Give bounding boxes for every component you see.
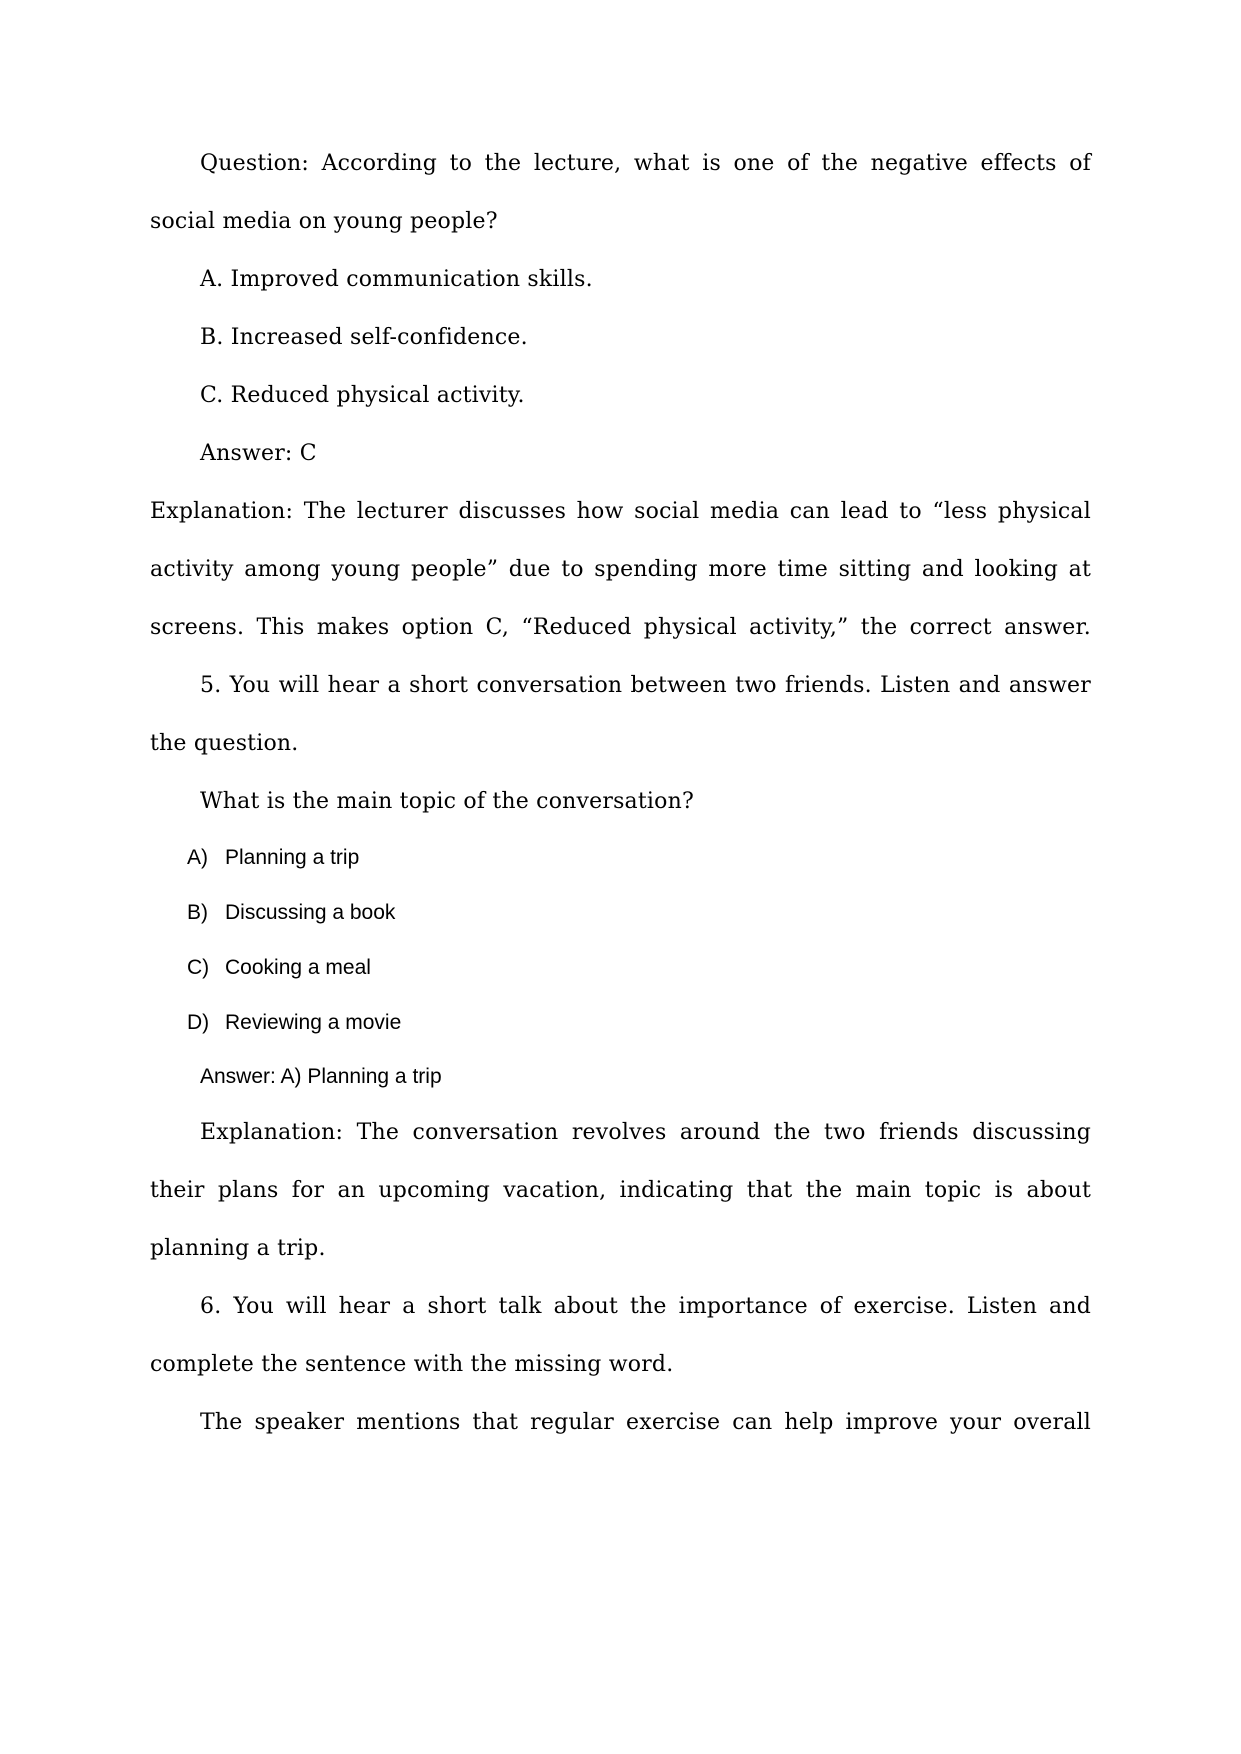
option-letter: C)	[187, 956, 210, 979]
list-item	[187, 1008, 401, 1038]
option-text: Reviewing a movie	[225, 1011, 402, 1034]
question-prompt-line: complete the sentence with the missing word.	[150, 1352, 674, 1377]
question-prompt-line: 5. You will hear a short conversation between two friends. Listen and answer	[200, 673, 1091, 698]
answer-option-b: B. Increased self-confidence.	[200, 325, 528, 350]
list-item	[187, 953, 371, 983]
explanation-line: planning a trip.	[150, 1236, 326, 1261]
list-item	[187, 843, 359, 873]
option-text: Cooking a meal	[225, 956, 371, 979]
question-text: What is the main topic of the conversation?	[200, 789, 694, 814]
option-letter: B)	[187, 901, 208, 924]
question-text-line: The speaker mentions that regular exercise can help improve your overall	[200, 1410, 1091, 1435]
explanation-line: screens. This makes option C, “Reduced physical activity,” the correct answer.	[150, 615, 1091, 640]
explanation-line: activity among young people” due to spending more time sitting and looking at	[150, 557, 1091, 582]
question-text-line: social media on young people?	[150, 209, 498, 234]
answer-option-a: A. Improved communication skills.	[200, 267, 593, 292]
question-text-line: Question: According to the lecture, what is one of the negative effects of	[200, 151, 1091, 176]
explanation-line: their plans for an upcoming vacation, indicating that the main topic is about	[150, 1178, 1091, 1203]
answer-option-c: C. Reduced physical activity.	[200, 383, 525, 408]
option-letter: A)	[187, 846, 208, 869]
explanation-line: Explanation: The conversation revolves around the two friends discussing	[200, 1120, 1091, 1145]
answer-key: Answer: C	[200, 441, 317, 466]
option-text: Planning a trip	[225, 846, 360, 869]
answer-key: Answer: A) Planning a trip	[200, 1065, 442, 1088]
list-item	[187, 898, 395, 928]
explanation-line: Explanation: The lecturer discusses how social media can lead to “less physical	[150, 499, 1091, 524]
question-prompt-line: 6. You will hear a short talk about the importance of exercise. Listen and	[200, 1294, 1091, 1319]
option-letter: D)	[187, 1011, 210, 1034]
option-text: Discussing a book	[225, 901, 396, 924]
question-prompt-line: the question.	[150, 731, 299, 756]
